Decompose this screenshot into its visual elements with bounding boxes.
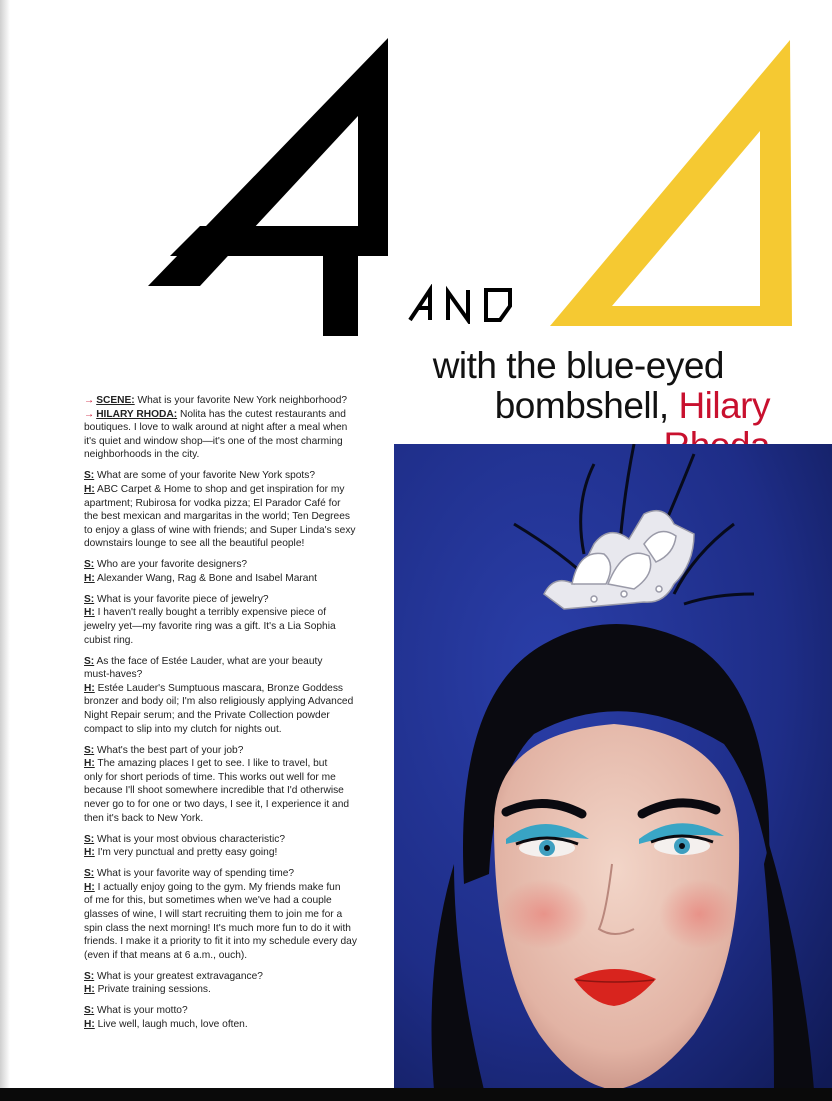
qa-block	[84, 867, 390, 962]
question-tag: SCENE:	[96, 395, 135, 406]
question-text: must-haves?	[84, 669, 143, 681]
answer-text: I'm very punctual and pretty easy going!	[94, 847, 278, 859]
question-line	[84, 1004, 390, 1018]
answer-tag: H:	[84, 682, 95, 694]
answer-text: the best mexican and margaritas in the world; Ten Degrees	[84, 511, 350, 523]
answer-text: Night Repair serum; and the Private Collection powder	[84, 710, 330, 722]
answer-line	[84, 709, 390, 723]
answer-text: downstairs lounge to see all the beautiful people!	[84, 538, 305, 550]
arrow-icon: →	[84, 408, 95, 420]
answer-line	[84, 723, 390, 737]
answer-tag: H:	[84, 1018, 95, 1030]
answer-text: never go to for one or two days, I see it, I experience it and	[84, 798, 350, 810]
question-line	[84, 833, 390, 847]
answer-line: it's quiet and window shop—it's one of the most charming	[84, 435, 343, 447]
interview-article	[84, 394, 390, 1039]
qa-block	[84, 833, 390, 860]
question-text: What is your favorite piece of jewelry?	[94, 593, 269, 605]
question-text: What are some of your favorite New York spots?	[94, 470, 316, 482]
answer-tag: HILARY RHODA:	[96, 408, 178, 420]
question-line	[84, 970, 390, 984]
answer-line: neighborhoods in the city.	[84, 449, 200, 461]
qa-block	[84, 469, 390, 551]
answer-line	[84, 784, 390, 798]
question-line	[84, 469, 390, 483]
answer-line	[84, 572, 390, 586]
answer-line	[84, 634, 390, 648]
answer-line	[84, 812, 390, 826]
question-tag: S:	[84, 593, 95, 605]
question-text: What is your favorite way of spending time?	[94, 868, 295, 880]
answer-text: to enjoy a glass of wine with friends; and Super Linda's sexy	[84, 524, 356, 536]
answer-text: (even if that means at 6 a.m., ouch).	[84, 949, 248, 961]
answer-text: spin class the next morning! It's much more fun to do it with	[84, 922, 351, 934]
answer-tag: H:	[84, 758, 95, 770]
answer-line	[84, 1018, 390, 1032]
qa-list	[84, 469, 390, 1031]
answer-line	[84, 983, 390, 997]
subtitle-name: Hilary	[678, 385, 770, 426]
question-text: What is your most obvious characteristic?	[94, 833, 285, 845]
portrait-illustration	[394, 444, 832, 1090]
question-tag: S:	[84, 559, 95, 571]
portrait-photo	[394, 444, 832, 1090]
pupil-left	[544, 845, 550, 851]
answer-line: boutiques. I love to walk around at night after a meal when	[84, 422, 348, 434]
answer-line	[84, 510, 390, 524]
qa-block	[84, 593, 390, 647]
answer-text: bronzer and body oil; I'm also religiously applying Advanced	[84, 696, 354, 708]
answer-text: I haven't really bought a terribly expensive piece of	[94, 607, 327, 619]
question-tag: S:	[84, 868, 95, 880]
answer-tag: H:	[84, 572, 95, 584]
answer-tag: H:	[84, 483, 95, 495]
pupil-right	[679, 843, 685, 849]
headline-connector-and	[408, 284, 548, 324]
qa-block	[84, 655, 390, 737]
answer-text: only for short periods of time. This works out well for me	[84, 771, 336, 783]
question-text: What's the best part of your job?	[94, 744, 244, 756]
answer-line	[84, 908, 390, 922]
subtitle-line-1: with the blue-eyed	[432, 345, 724, 386]
question-line	[84, 668, 390, 682]
answer-text: jewelry yet—my favorite ring was a gift. It's a Lia Sophia	[84, 621, 336, 633]
headline-letter-a	[550, 40, 792, 326]
answer-line	[84, 620, 390, 634]
answer-tag: H:	[84, 984, 95, 996]
answer-text: Nolita has the cutest restaurants and	[177, 408, 346, 420]
question-line	[84, 655, 390, 669]
qa-block	[84, 558, 390, 585]
question-tag: S:	[84, 655, 95, 667]
answer-line	[84, 606, 390, 620]
question-text: What is your motto?	[94, 1005, 188, 1017]
qa-block	[84, 1004, 390, 1031]
answer-line	[84, 408, 390, 422]
answer-text: friends. I make it a priority to fit it into my schedule every day	[84, 936, 357, 948]
answer-line	[84, 497, 390, 511]
answer-line	[84, 798, 390, 812]
question-text: As the face of Estée Lauder, what are your beauty	[94, 655, 323, 667]
answer-line	[84, 537, 390, 551]
answer-text: ABC Carpet & Home to shop and get inspiration for my	[94, 483, 345, 495]
answer-line	[84, 922, 390, 936]
blush-left	[499, 879, 589, 949]
question-tag: S:	[84, 833, 95, 845]
answer-text: cubist ring.	[84, 634, 134, 646]
question-tag: S:	[84, 744, 95, 756]
answer-text: Alexander Wang, Rag & Bone and Isabel Marant	[94, 572, 317, 584]
answer-text: The amazing places I get to see. I like to travel, but	[94, 758, 328, 770]
page-gutter-shadow	[0, 0, 10, 1101]
answer-line	[84, 682, 390, 696]
answer-line	[84, 935, 390, 949]
qa-intro	[84, 394, 390, 462]
answer-text: Live well, laugh much, love often.	[94, 1018, 248, 1030]
answer-text: of me for this, but sometimes when we've had a couple	[84, 895, 332, 907]
answer-text: Private training sessions.	[94, 984, 211, 996]
answer-tag: H:	[84, 847, 95, 859]
answer-line	[84, 846, 390, 860]
question-tag: S:	[84, 970, 95, 982]
answer-text: glasses of wine, I will start recruiting them to join me for a	[84, 908, 343, 920]
footer-strip	[0, 1088, 832, 1101]
answer-line	[84, 894, 390, 908]
answer-line	[84, 695, 390, 709]
answer-line	[84, 757, 390, 771]
question-tag: S:	[84, 1005, 95, 1017]
question-line	[84, 558, 390, 572]
blush-right	[659, 879, 739, 949]
answer-text: apartment; Rubirosa for vodka pizza; El Parador Café for	[84, 497, 341, 509]
question-line	[84, 744, 390, 758]
answer-text: Estée Lauder's Sumptuous mascara, Bronze Goddess	[94, 682, 344, 694]
arrow-icon: →	[84, 395, 95, 406]
answer-line	[84, 949, 390, 963]
answer-line	[84, 524, 390, 538]
question-line	[84, 867, 390, 881]
question-text: Who are your favorite designers?	[94, 559, 248, 571]
answer-line	[84, 771, 390, 785]
question-tag: S:	[84, 470, 95, 482]
question-line	[84, 394, 390, 408]
answer-text: I actually enjoy going to the gym. My friends make fun	[94, 881, 341, 893]
answer-text: compact to slip into my clutch for nights out.	[84, 723, 282, 735]
question-line	[84, 593, 390, 607]
qa-block	[84, 744, 390, 826]
answer-line	[84, 881, 390, 895]
answer-text: because I'll shoot somewhere incredible that I'd otherwise	[84, 785, 344, 797]
answer-tag: H:	[84, 607, 95, 619]
question-text: What is your greatest extravagance?	[94, 970, 263, 982]
qa-block	[84, 970, 390, 997]
subtitle-prefix: bombshell,	[494, 385, 669, 426]
question-text: What is your favorite New York neighborhood?	[134, 395, 348, 406]
answer-line	[84, 483, 390, 497]
answer-tag: H:	[84, 881, 95, 893]
answer-text: then it's back to New York.	[84, 812, 204, 824]
